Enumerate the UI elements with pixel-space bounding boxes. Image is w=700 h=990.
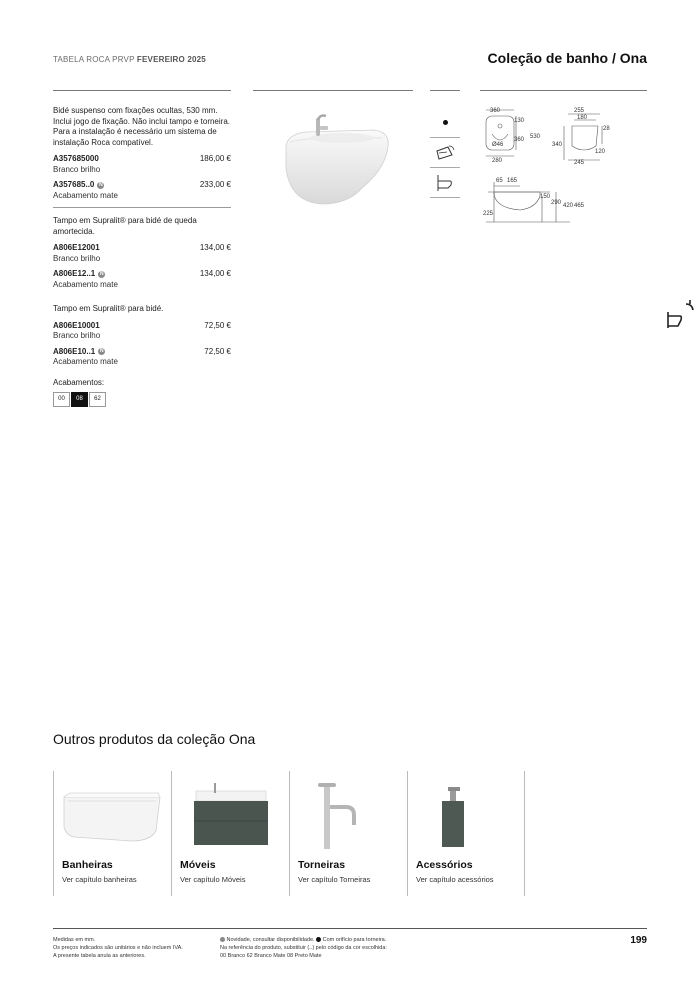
dim-label: 120: [595, 149, 606, 155]
product-price: 233,00 €: [199, 180, 231, 189]
page-title: Coleção de banho / Ona: [487, 50, 647, 66]
dim-label: 360: [514, 137, 525, 143]
dim-label: 290: [551, 200, 562, 206]
product-row: [53, 154, 231, 165]
bidet-product-image: [282, 108, 392, 210]
soft-close-seat-icon: [430, 138, 460, 168]
dim-label: 225: [483, 211, 494, 217]
tap-hole-icon: [430, 108, 460, 138]
soap-dispenser-image: [414, 777, 520, 849]
header-date: FEVEREIRO 2025: [136, 55, 206, 64]
legend-line: 00 Branco 62 Branco Mate 08 Preto Mate: [220, 953, 322, 959]
product-code: A357685000: [53, 154, 99, 163]
legend-new: Novidade, consultar disponibilidade.: [226, 937, 315, 943]
product-row: [53, 347, 231, 358]
new-badge-icon: N: [99, 348, 104, 355]
card-title: Torneiras: [298, 859, 346, 871]
product-cards: [53, 771, 525, 896]
section-title: Outros produtos da coleção Ona: [53, 731, 256, 747]
product-row: [53, 269, 231, 280]
faucet-image: [296, 777, 402, 849]
product-finish: Branco brilho: [53, 164, 101, 174]
divider: [480, 90, 647, 91]
product-price: 134,00 €: [199, 243, 231, 252]
bathroom-category-icon: [666, 298, 696, 334]
card-title: Acessórios: [416, 859, 473, 871]
catalog-header: [53, 55, 206, 64]
card-banheiras[interactable]: [53, 771, 171, 896]
dim-label: 180: [577, 115, 588, 121]
card-link[interactable]: Ver capítulo Móveis: [180, 875, 246, 884]
card-torneiras[interactable]: [289, 771, 407, 896]
tap-hole-icon: [316, 937, 321, 942]
finish-swatches: [53, 392, 231, 407]
product-finish: Branco brilho: [53, 253, 101, 263]
product-code-wrap: [53, 269, 105, 280]
footer-legend: [220, 936, 420, 960]
product-row: [53, 243, 231, 254]
product-row: [53, 321, 231, 332]
bathtub-image: [60, 777, 166, 849]
legend-line: Na referência do produto, substituir (..) pelo código da cor escolhida:: [220, 945, 387, 951]
legend-tap-hole: Com orifício para torneira.: [322, 937, 387, 943]
swatch-00: 00: [53, 392, 70, 407]
new-badge-icon: N: [99, 270, 104, 277]
dim-label: 28: [603, 126, 610, 132]
footer-note: Os preços indicados são unitários e não incluem IVA.: [53, 945, 183, 951]
footer-notes: [53, 936, 213, 960]
dim-label: 150: [540, 194, 551, 200]
product-price: 186,00 €: [199, 154, 231, 163]
tampo-queda-description: Tampo em Supralit® para bidé de queda amortecida.: [53, 216, 197, 236]
product-price: 72,50 €: [204, 346, 231, 356]
technical-drawing: [480, 104, 650, 234]
dim-label: 530: [530, 134, 541, 140]
product-finish: Acabamento mate: [53, 190, 118, 200]
dim-label: 255: [574, 108, 585, 114]
product-finish: Branco brilho: [53, 331, 101, 340]
swatch-62: 62: [89, 392, 106, 407]
swatch-08: 08: [71, 392, 88, 407]
card-title: Móveis: [180, 859, 216, 871]
footer-divider: [53, 928, 647, 929]
product-code-wrap: [53, 347, 105, 358]
dim-label: 420: [563, 203, 574, 209]
product-finish: Acabamento mate: [53, 357, 118, 366]
page-number: 199: [630, 935, 647, 946]
product-code: A806E12001: [53, 243, 100, 252]
product-code-wrap: [53, 180, 104, 191]
card-link[interactable]: Ver capítulo acessórios: [416, 875, 494, 884]
product-code: A806E12..1: [53, 269, 96, 278]
product-list: [53, 106, 231, 407]
footer-note: A presente tabela anula as anteriores.: [53, 953, 146, 959]
dim-label: 165: [507, 178, 518, 184]
legend-line: [220, 936, 420, 944]
product-code: A806E10..1: [53, 346, 96, 356]
finishes-label: Acabamentos:: [53, 377, 105, 387]
feature-icons: [430, 108, 460, 198]
product-row: [53, 180, 231, 191]
dim-label: 360: [490, 108, 501, 114]
card-title: Banheiras: [62, 859, 113, 871]
bide-description: Bidé suspenso com fixações ocultas, 530 mm. Inclui jogo de fixação. Não inclui tampo e torneira. Para a instalação é necessário um sistema de instalação Roca compatível.: [53, 106, 230, 147]
product-finish: Acabamento mate: [53, 279, 118, 289]
card-acessorios[interactable]: [407, 771, 525, 896]
divider: [53, 207, 231, 208]
product-price: 134,00 €: [199, 269, 231, 278]
product-price: 72,50 €: [204, 320, 231, 330]
new-badge-icon: N: [99, 181, 103, 188]
new-badge-icon: [220, 937, 225, 942]
card-link[interactable]: Ver capítulo Torneiras: [298, 875, 371, 884]
header-prefix: TABELA ROCA PRVP: [53, 55, 135, 64]
tampo-description: Tampo em Supralit® para bidé.: [53, 304, 164, 313]
wall-hung-icon: [430, 168, 460, 198]
divider: [253, 90, 413, 91]
product-code: A357685..0: [53, 180, 95, 189]
dim-label: 465: [574, 203, 585, 209]
divider: [53, 90, 231, 91]
card-link[interactable]: Ver capítulo banheiras: [62, 875, 137, 884]
card-moveis[interactable]: [171, 771, 289, 896]
dim-label: 245: [574, 160, 585, 166]
dim-label: 130: [514, 118, 525, 124]
dim-label: 340: [552, 142, 563, 148]
product-code: A806E10001: [53, 320, 100, 330]
dim-label: 280: [492, 158, 503, 164]
dim-label: 65: [496, 178, 503, 184]
dim-label: Ø46: [492, 142, 504, 148]
divider: [430, 90, 460, 91]
footer-note: Medidas em mm.: [53, 937, 96, 943]
vanity-unit-image: [178, 777, 284, 849]
